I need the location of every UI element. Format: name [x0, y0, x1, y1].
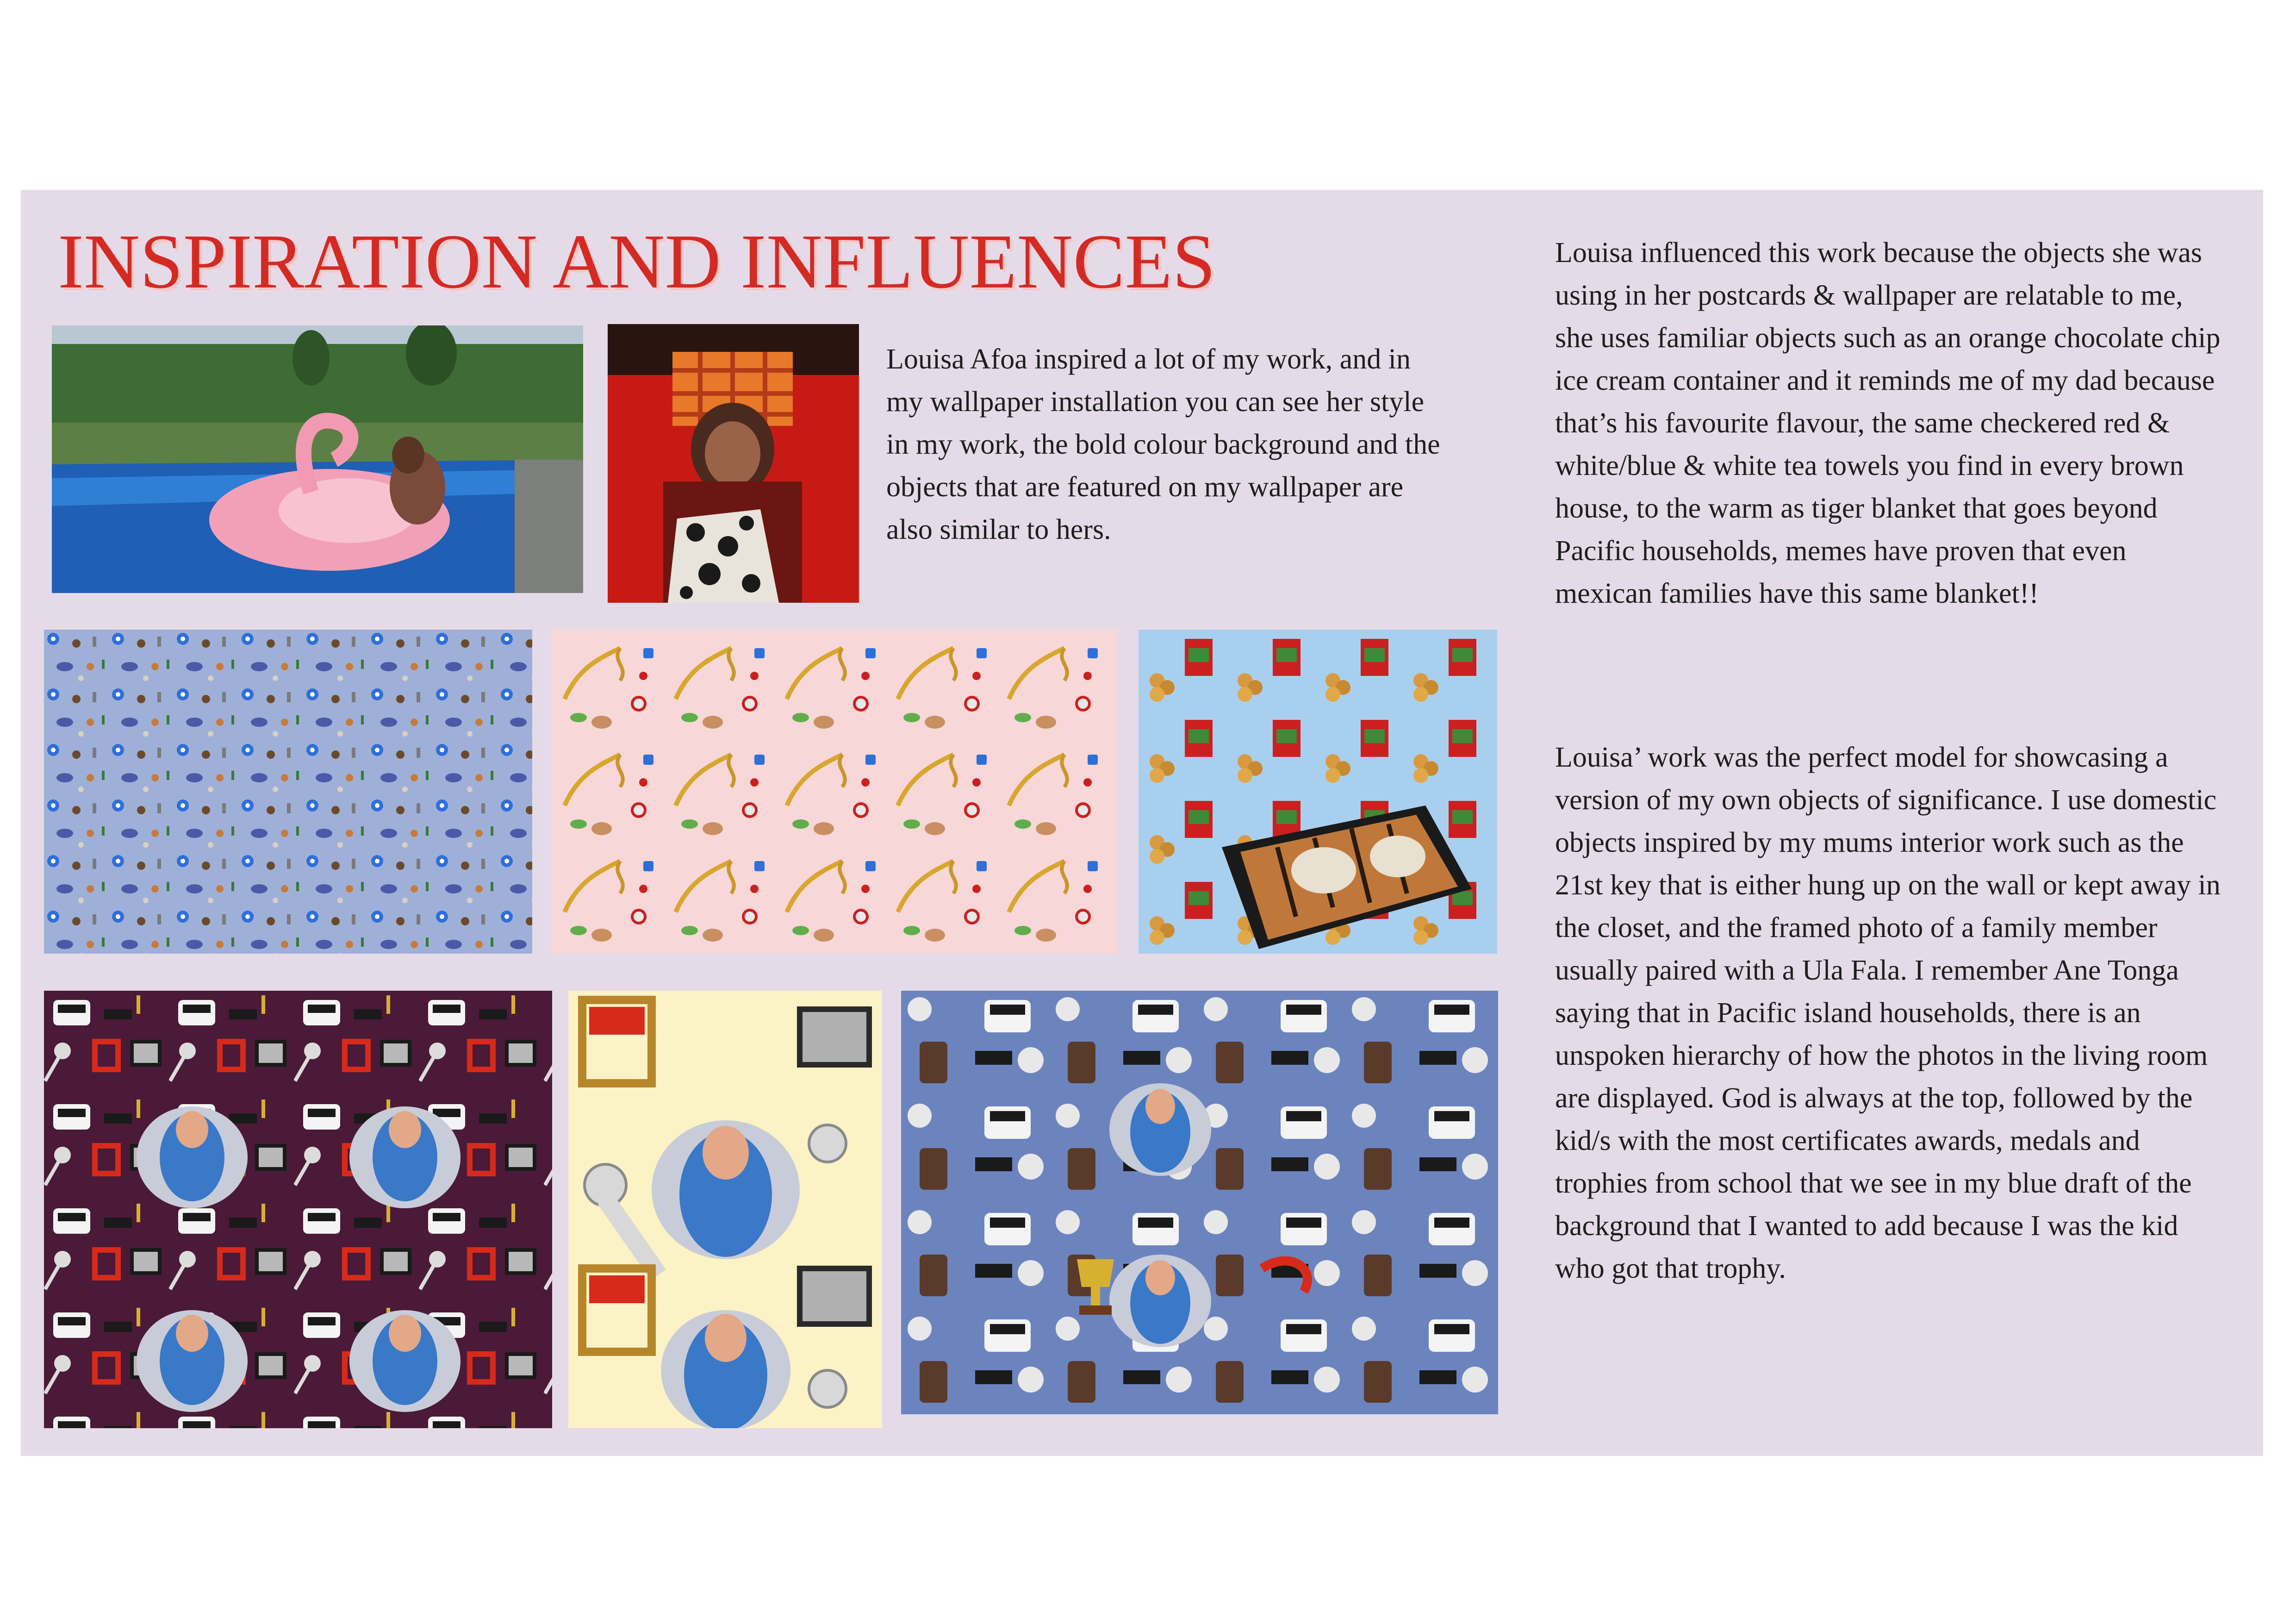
model-paragraph: Louisa’ work was the perfect model for showcasing a version of my own objects of significance. I use domestic objects inspired by my mums interior work such as the 21st key that is either hung up on the wall or kept away in the closet, and the framed photo of a family member usually paired with a Ula Fala. I remember Ane Tonga saying that in Pacific island households, there is an unspoken hierarchy of how the photos in the living room are displayed. God is always at the top, followed by the kid/s with the most certificates awards, medals and trophies from school that we see in my blue draft of the background that I wanted to add because I was the kid who got that trophy. — [1555, 742, 2221, 1284]
blue-draft-wallpaper — [901, 991, 1498, 1414]
blue-objects-wallpaper — [44, 630, 532, 954]
pool-flamingo-photo — [52, 325, 583, 593]
tiger-blanket-wallpaper — [1139, 630, 1497, 954]
intro-paragraph: Louisa Afoa inspired a lot of my work, and in my wallpaper installation you can see her style in my work, the bold colour background and the objects that are featured on my wallpaper are also similar to hers. — [886, 344, 1440, 545]
cream-objects-wallpaper — [568, 991, 882, 1428]
pink-objects-wallpaper — [551, 630, 1118, 954]
portrait-photo — [608, 324, 859, 603]
influence-paragraph: Louisa influenced this work because the objects she was using in her postcards & wallpaper are relatable to me, she uses familiar objects such as an orange chocolate chip ice cream container and it reminds me of my dad because that’s his favourite flavour, the same checkered red & white/blue & white tea towels you find in every brown house, to the warm as tiger blanket that goes beyond Pacific households, memes have proven that even mexican families have this same blanket!! — [1555, 237, 2221, 609]
page-title: INSPIRATION AND INFLUENCES — [58, 219, 1216, 305]
purple-objects-wallpaper — [44, 991, 552, 1428]
